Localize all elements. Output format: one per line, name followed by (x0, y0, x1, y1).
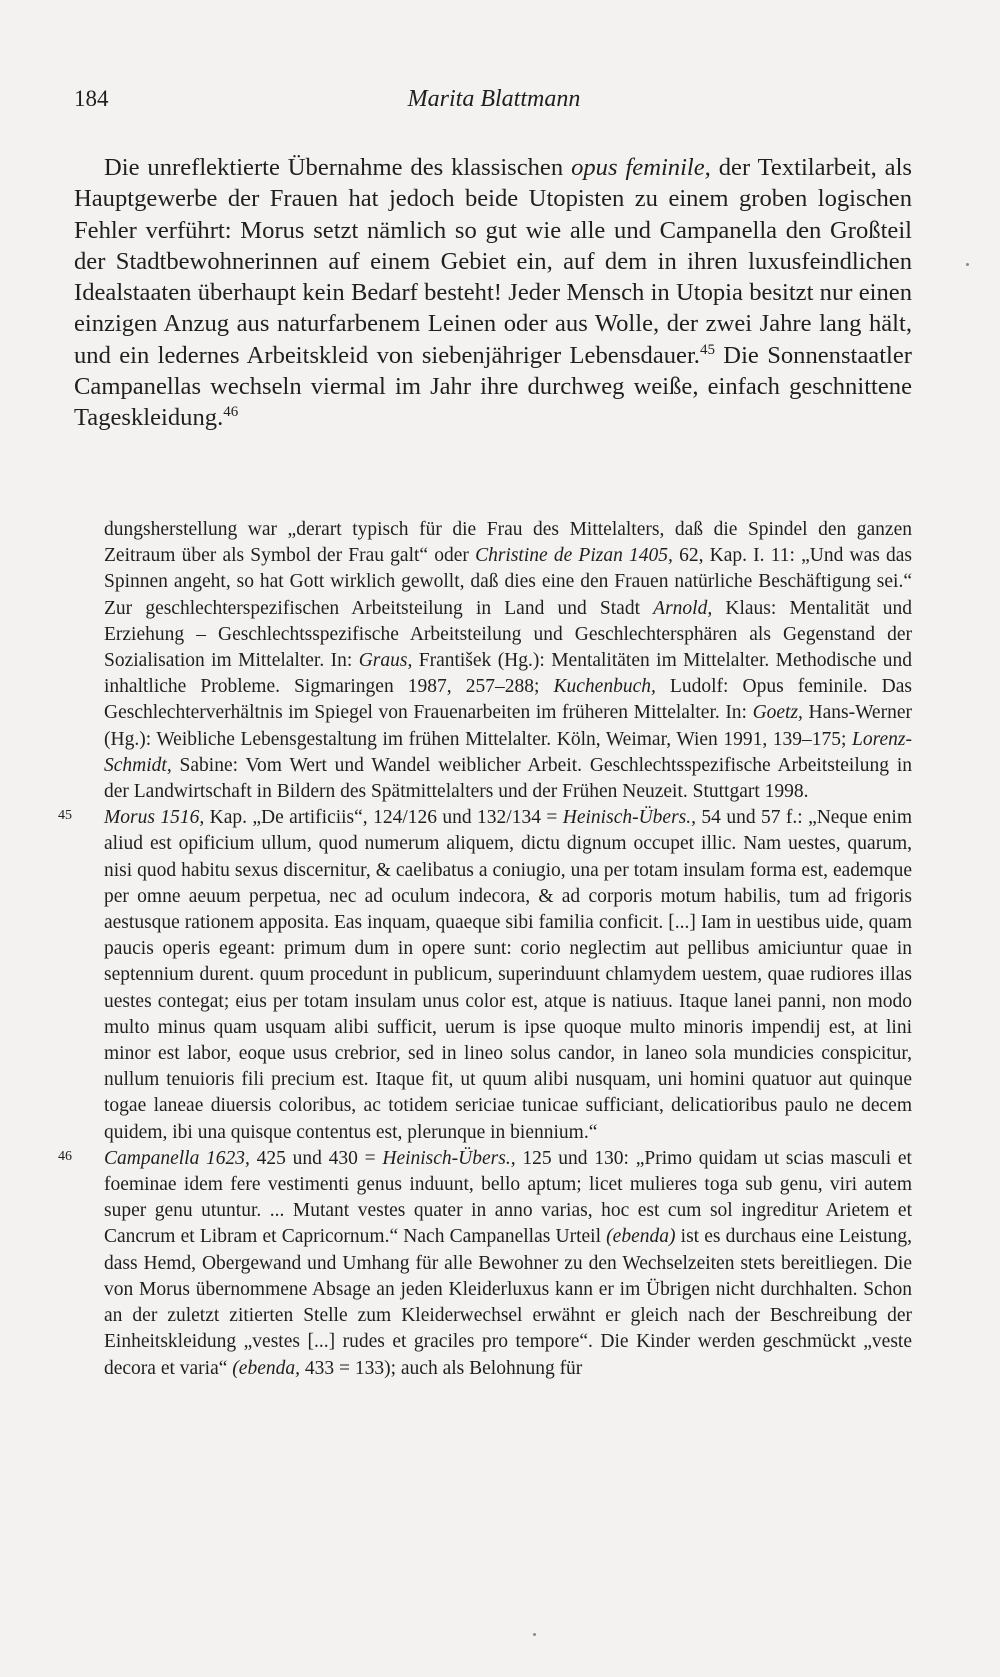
text-run: 62, Kap. I. 11: „Und was das Spinnen angeht, so hat Gott wirklich gewollt, daß dies eine den Frauen natürliche Beschäftigung sei.“ Zur geschlechterspezifischen Arbeitsteilung in Land und Stadt (104, 545, 912, 619)
footnote-number: 46 (58, 1148, 72, 1164)
text-run: 425 und 430 = (249, 1147, 383, 1169)
emphasis-text: Heinisch-Übers., (562, 807, 697, 829)
emphasis-text: Graus, (358, 650, 413, 672)
page-header (74, 86, 914, 118)
text-run: Die unreflektierte Übernahme des klassischen (104, 154, 572, 181)
footnote-46 (58, 1146, 912, 1382)
text-run: Ludolf: Opus feminile. Das Geschlechterverhältnis im Spiegel von Frauenarbeiten im früheren Mittelalter. In: (104, 676, 913, 724)
emphasis-text: Heinisch-Übers., (382, 1147, 516, 1169)
emphasis-text: Arnold, (653, 597, 713, 619)
text-run: dungsherstellung war „derart typisch für die Frau des Mittelalters, daß die Spindel den ganzen Zeitraum über als Symbol der Frau galt“ oder (104, 519, 912, 567)
page-number: 184 (74, 86, 109, 111)
emphasis-text: Christine de Pizan 1405, (475, 545, 673, 567)
text-run: Hans-Werner (Hg.): Weibliche Lebensgestaltung im frühen Mittelalter. Köln, Weimar, Wien 1991, 139–175; (104, 702, 912, 750)
text-run: 433 = 133); auch als Belohnung für (299, 1357, 583, 1379)
text-run: 125 und 130: „Primo quidam ut scias masculi et foeminae idem fere vestimenti genus induunt, bello aptum; licet mulieres toga sub genu, viri autem super genu utuntur. ... Mutant vestes quater in anno varias, hoc est cum sol ingreditur Arietem et Cancrum et Libram et Capricornum.“ Nach Campanellas Urteil (104, 1147, 912, 1248)
emphasis-text: Morus 1516, (104, 807, 205, 829)
emphasis-text: Campanella 1623, (104, 1147, 250, 1169)
running-head-author: Marita Blattmann (407, 86, 581, 112)
text-run: ist es durchaus eine Leistung, dass Hemd, Obergewand und Umhang für alle Bewohner zu den Wechselzeiten stets bereitliegen. Die von Morus übernommene Absage an jeden Kleiderluxus kann er im Übrigen nicht durchhalten. Schon an der zuletzt zitierten Stelle zum Kleiderwechsel erwähnt er gleich nach der Beschreibung der Einheitskleidung „vestes [...] rudes et graciles pro tempore“. Die Kinder werden geschmückt „veste decora et varia“ (104, 1226, 912, 1379)
footnote-ref-46[interactable]: 46 (223, 404, 239, 421)
emphasis-text: (ebenda, (232, 1357, 300, 1379)
emphasis-text: Lorenz-Schmidt, (104, 728, 912, 776)
footnote-continuation (104, 517, 912, 805)
text-run: 54 und 57 f.: „Neque enim aliud est opificium ullum, quod numerum aliquem, dictu dignum occupet illic. Nam uestes, quarum, nisi quod habitu sexus discernitur, & caelibatus a coniugio, una per totam insulam forma est, eademque per omne aeuum perpetua, nec ad oculum indecora, & ad corporis motum habilis, tum ad frigoris aestusque rationem apposita. Eas inquam, quaeque sibi familia conficit. [...] Iam in uestibus uide, quam paucis operis egeant: primum dum in opere sunt: corio neglectim aut pellibus amiciuntur quae in septennium durent. quum procedunt in publicum, superinduunt chlamydem uestem, quae rudiores illas uestes contegat; eius per totam insulam unus color est, atque is natiuus. Itaque lanei panni, non modo multo minus quam usquam alibi sufficit, uerum is ipse quoque multo minoris impendij est, at lini minor est labor, eoque usus crebrior, sed in lineo solus candor, in laneo sola mundicies conspicitur, nullum tenuioris fili precium est. Itaque fit, ut quum alibi nusquam, uni homini quatuor aut quinque togae laneae diuersis coloribus, ac totidem sericiae tunicae sufficiant, delicatioribus paulo ne decem quidem, ibi una quisque contentus est, plerunque in biennium.“ (104, 807, 913, 1143)
emphasis-text: Kuchenbuch, (553, 676, 656, 698)
text-run: Kap. „De artificiis“, 124/126 und 132/134 = (204, 807, 563, 829)
paper-speck (533, 1633, 536, 1636)
paper-speck (966, 263, 969, 266)
main-text (74, 152, 912, 434)
text-run: Sabine: Vom Wert und Wandel weiblicher Arbeit. Geschlechtsspezifische Arbeitsteilung in der Landwirtschaft in Bildern des Spätmittelalters und der Frühen Neuzeit. Stuttgart 1998. (104, 754, 912, 803)
text-run: der Textilarbeit, als Hauptgewerbe der Frauen hat jedoch beide Utopisten zu einem groben logischen Fehler verführt: Morus setzt nämlich so gut wie alle und Campanella den Großteil der Stadtbewohnerinnen auf einem Gebiet ein, auf dem in ihren luxusfeindlichen Idealstaaten überhaupt kein Bedarf besteht! Jeder Mensch in Utopia besitzt nur einen einzigen Anzug aus naturfarbenem Leinen oder aus Wolle, der zwei Jahre lang hält, und ein ledernes Arbeitskleid von siebenjähriger Lebensdauer. (74, 154, 913, 369)
text-run: Die Sonnenstaatler Campanellas wechseln viermal im Jahr ihre durchweg weiße, einfach geschnittene Tageskleidung. (74, 341, 912, 432)
main-paragraph (74, 152, 912, 434)
text-run: Klaus: Mentalität und Erziehung – Geschlechtsspezifische Arbeitsteilung und Geschlechtersphären als Gegenstand der Sozialisation im Mittelalter. In: (104, 597, 913, 672)
emphasis-text: opus feminile, (571, 154, 711, 181)
footnotes (58, 517, 913, 1382)
footnote-45 (58, 805, 913, 1146)
emphasis-text: Goetz, (752, 702, 803, 724)
emphasis-text: (ebenda) (606, 1226, 676, 1248)
text-run: František (Hg.): Mentalitäten im Mittelalter. Methodische und inhaltliche Probleme. Sigmaringen 1987, 257–288; (104, 650, 913, 698)
footnote-ref-45[interactable]: 45 (699, 341, 715, 358)
footnote-number: 45 (58, 808, 72, 824)
